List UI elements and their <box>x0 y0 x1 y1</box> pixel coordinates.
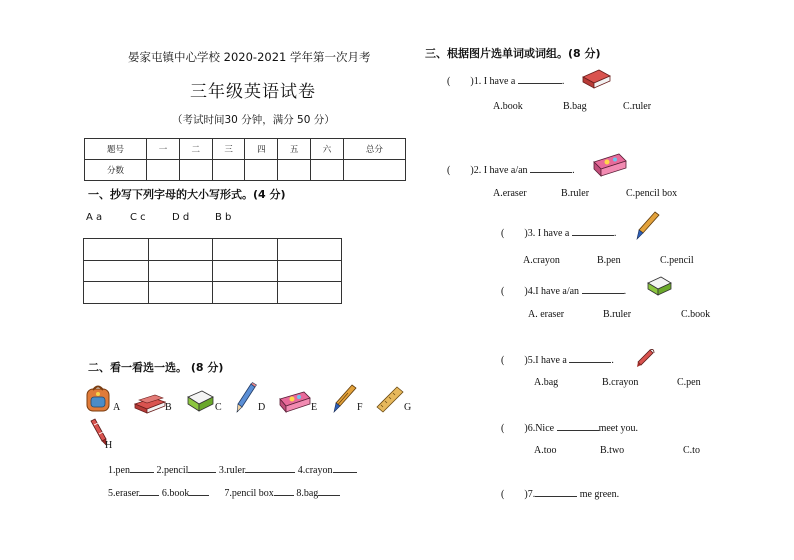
option[interactable]: C.pen <box>677 377 701 388</box>
option[interactable]: B.ruler <box>561 188 590 199</box>
writing-cell[interactable] <box>277 260 342 282</box>
option[interactable]: B.crayon <box>602 377 639 388</box>
matching-row-1 <box>108 465 357 476</box>
answer-blank[interactable] <box>188 472 216 473</box>
section1-title: 一、抄写下列字母的大小写形式。(4 分) <box>88 188 286 201</box>
option[interactable]: C.to <box>683 445 700 456</box>
picture-label-g: G <box>404 402 412 413</box>
question-5: ( )5.I have a . <box>501 355 614 366</box>
answer-blank[interactable] <box>274 495 294 496</box>
option[interactable]: B.two <box>600 445 625 456</box>
option[interactable]: C.pencil <box>660 255 694 266</box>
answer-blank[interactable] <box>189 495 209 496</box>
answer-blank[interactable] <box>557 430 599 431</box>
question-1: ( )1. I have a . <box>447 76 565 87</box>
answer-blank[interactable] <box>535 496 577 497</box>
ruler-icon <box>375 385 405 413</box>
answer-blank[interactable] <box>582 293 624 294</box>
letter-pair: A a <box>86 212 103 223</box>
crayon-icon <box>636 348 656 368</box>
matching-item: 6.book <box>161 488 190 499</box>
score-input-cell[interactable] <box>179 160 212 181</box>
score-table-header-row <box>85 139 406 160</box>
question-7: ( )7. me green. <box>501 489 620 500</box>
pen-icon <box>633 210 661 242</box>
score-input-cell[interactable] <box>147 160 180 181</box>
option[interactable]: C.pencil box <box>626 188 678 199</box>
score-input-cell[interactable] <box>343 160 405 181</box>
picture-label-c: C <box>215 402 222 413</box>
writing-cell[interactable] <box>84 282 149 304</box>
picture-label-f: F <box>357 402 363 413</box>
option[interactable]: C.book <box>681 309 711 320</box>
score-input-cell[interactable] <box>245 160 278 181</box>
matching-item: 3.ruler <box>218 465 246 476</box>
picture-label-a: A <box>113 402 121 413</box>
matching-row-2 <box>108 488 340 499</box>
writing-cell[interactable] <box>84 239 149 261</box>
matching-item: 8.bag <box>296 488 319 499</box>
option[interactable]: A.eraser <box>493 188 527 199</box>
answer-blank[interactable] <box>318 495 340 496</box>
letter-pair: B b <box>215 212 232 223</box>
writing-cell[interactable] <box>148 260 213 282</box>
answer-blank[interactable] <box>139 495 159 496</box>
writing-cell[interactable] <box>213 282 278 304</box>
letter-pair: C c <box>130 212 146 223</box>
matching-item: 7.pencil box <box>224 488 274 499</box>
schoolbag-icon <box>84 383 112 413</box>
writing-cell[interactable] <box>213 239 278 261</box>
question-2: ( )2. I have a/an . <box>447 165 575 176</box>
letter-pair: D d <box>172 212 190 223</box>
writing-cell[interactable] <box>148 239 213 261</box>
score-table <box>84 138 406 181</box>
school-name: 晏家屯镇中心学校 2020-2021 学年第一次月考 <box>128 50 371 64</box>
pencil-icon <box>234 382 258 414</box>
matching-item: 5.eraser <box>108 488 140 499</box>
option[interactable]: A.book <box>493 101 523 112</box>
answer-blank[interactable] <box>518 83 562 84</box>
picture-label-e: E <box>311 402 318 413</box>
answer-blank[interactable] <box>245 472 295 473</box>
books-icon <box>133 392 167 414</box>
answer-blank[interactable] <box>130 472 154 473</box>
score-cell: 总分 <box>343 139 405 160</box>
score-cell: 一 <box>147 139 180 160</box>
picture-label-h: H <box>105 440 113 451</box>
pen-icon <box>330 383 358 415</box>
eraser-icon <box>185 387 215 413</box>
score-cell: 题号 <box>85 139 147 160</box>
section3-title: 三、根据图片选单词或词组。(8 分) <box>425 47 601 60</box>
score-table-score-row <box>85 160 406 181</box>
score-input-cell[interactable] <box>212 160 245 181</box>
writing-cell[interactable] <box>277 282 342 304</box>
writing-cell[interactable] <box>277 239 342 261</box>
option[interactable]: C.ruler <box>623 101 652 112</box>
letter-writing-grid <box>83 238 342 304</box>
writing-cell[interactable] <box>148 282 213 304</box>
score-input-cell[interactable] <box>278 160 311 181</box>
section2-title: 二、看一看选一选。 (8 分) <box>88 361 224 374</box>
answer-blank[interactable] <box>569 362 611 363</box>
question-4: ( )4.I have a/an . <box>501 286 627 297</box>
option[interactable]: B.ruler <box>603 309 632 320</box>
pencil-box-icon <box>278 390 312 414</box>
score-cell: 分数 <box>85 160 147 181</box>
score-cell: 二 <box>179 139 212 160</box>
eraser-icon <box>645 274 673 298</box>
option[interactable]: A. eraser <box>528 309 565 320</box>
matching-item: 4.crayon <box>297 465 333 476</box>
picture-label-d: D <box>258 402 266 413</box>
score-cell: 六 <box>311 139 344 160</box>
picture-label-b: B <box>165 402 172 413</box>
score-cell: 五 <box>278 139 311 160</box>
matching-item: 1.pen <box>108 465 130 476</box>
option[interactable]: B.bag <box>563 101 587 112</box>
matching-item: 2.pencil <box>156 465 189 476</box>
writing-cell[interactable] <box>213 260 278 282</box>
book-icon <box>580 67 612 89</box>
exam-title: 三年级英语试卷 <box>190 82 316 102</box>
question-6: ( )6.Nice meet you. <box>501 423 639 434</box>
score-cell: 三 <box>212 139 245 160</box>
answer-blank[interactable] <box>333 472 357 473</box>
option[interactable]: A.crayon <box>523 255 560 266</box>
option[interactable]: A.bag <box>534 377 559 388</box>
question-3: ( )3. I have a . <box>501 228 617 239</box>
exam-note: （考试时间30 分钟，满分 50 分） <box>172 114 335 126</box>
answer-blank[interactable] <box>572 235 614 236</box>
pencil-box-icon <box>592 152 628 178</box>
option[interactable]: A.too <box>534 445 557 456</box>
answer-blank[interactable] <box>530 172 572 173</box>
writing-cell[interactable] <box>84 260 149 282</box>
score-input-cell[interactable] <box>311 160 344 181</box>
option[interactable]: B.pen <box>597 255 621 266</box>
score-cell: 四 <box>245 139 278 160</box>
